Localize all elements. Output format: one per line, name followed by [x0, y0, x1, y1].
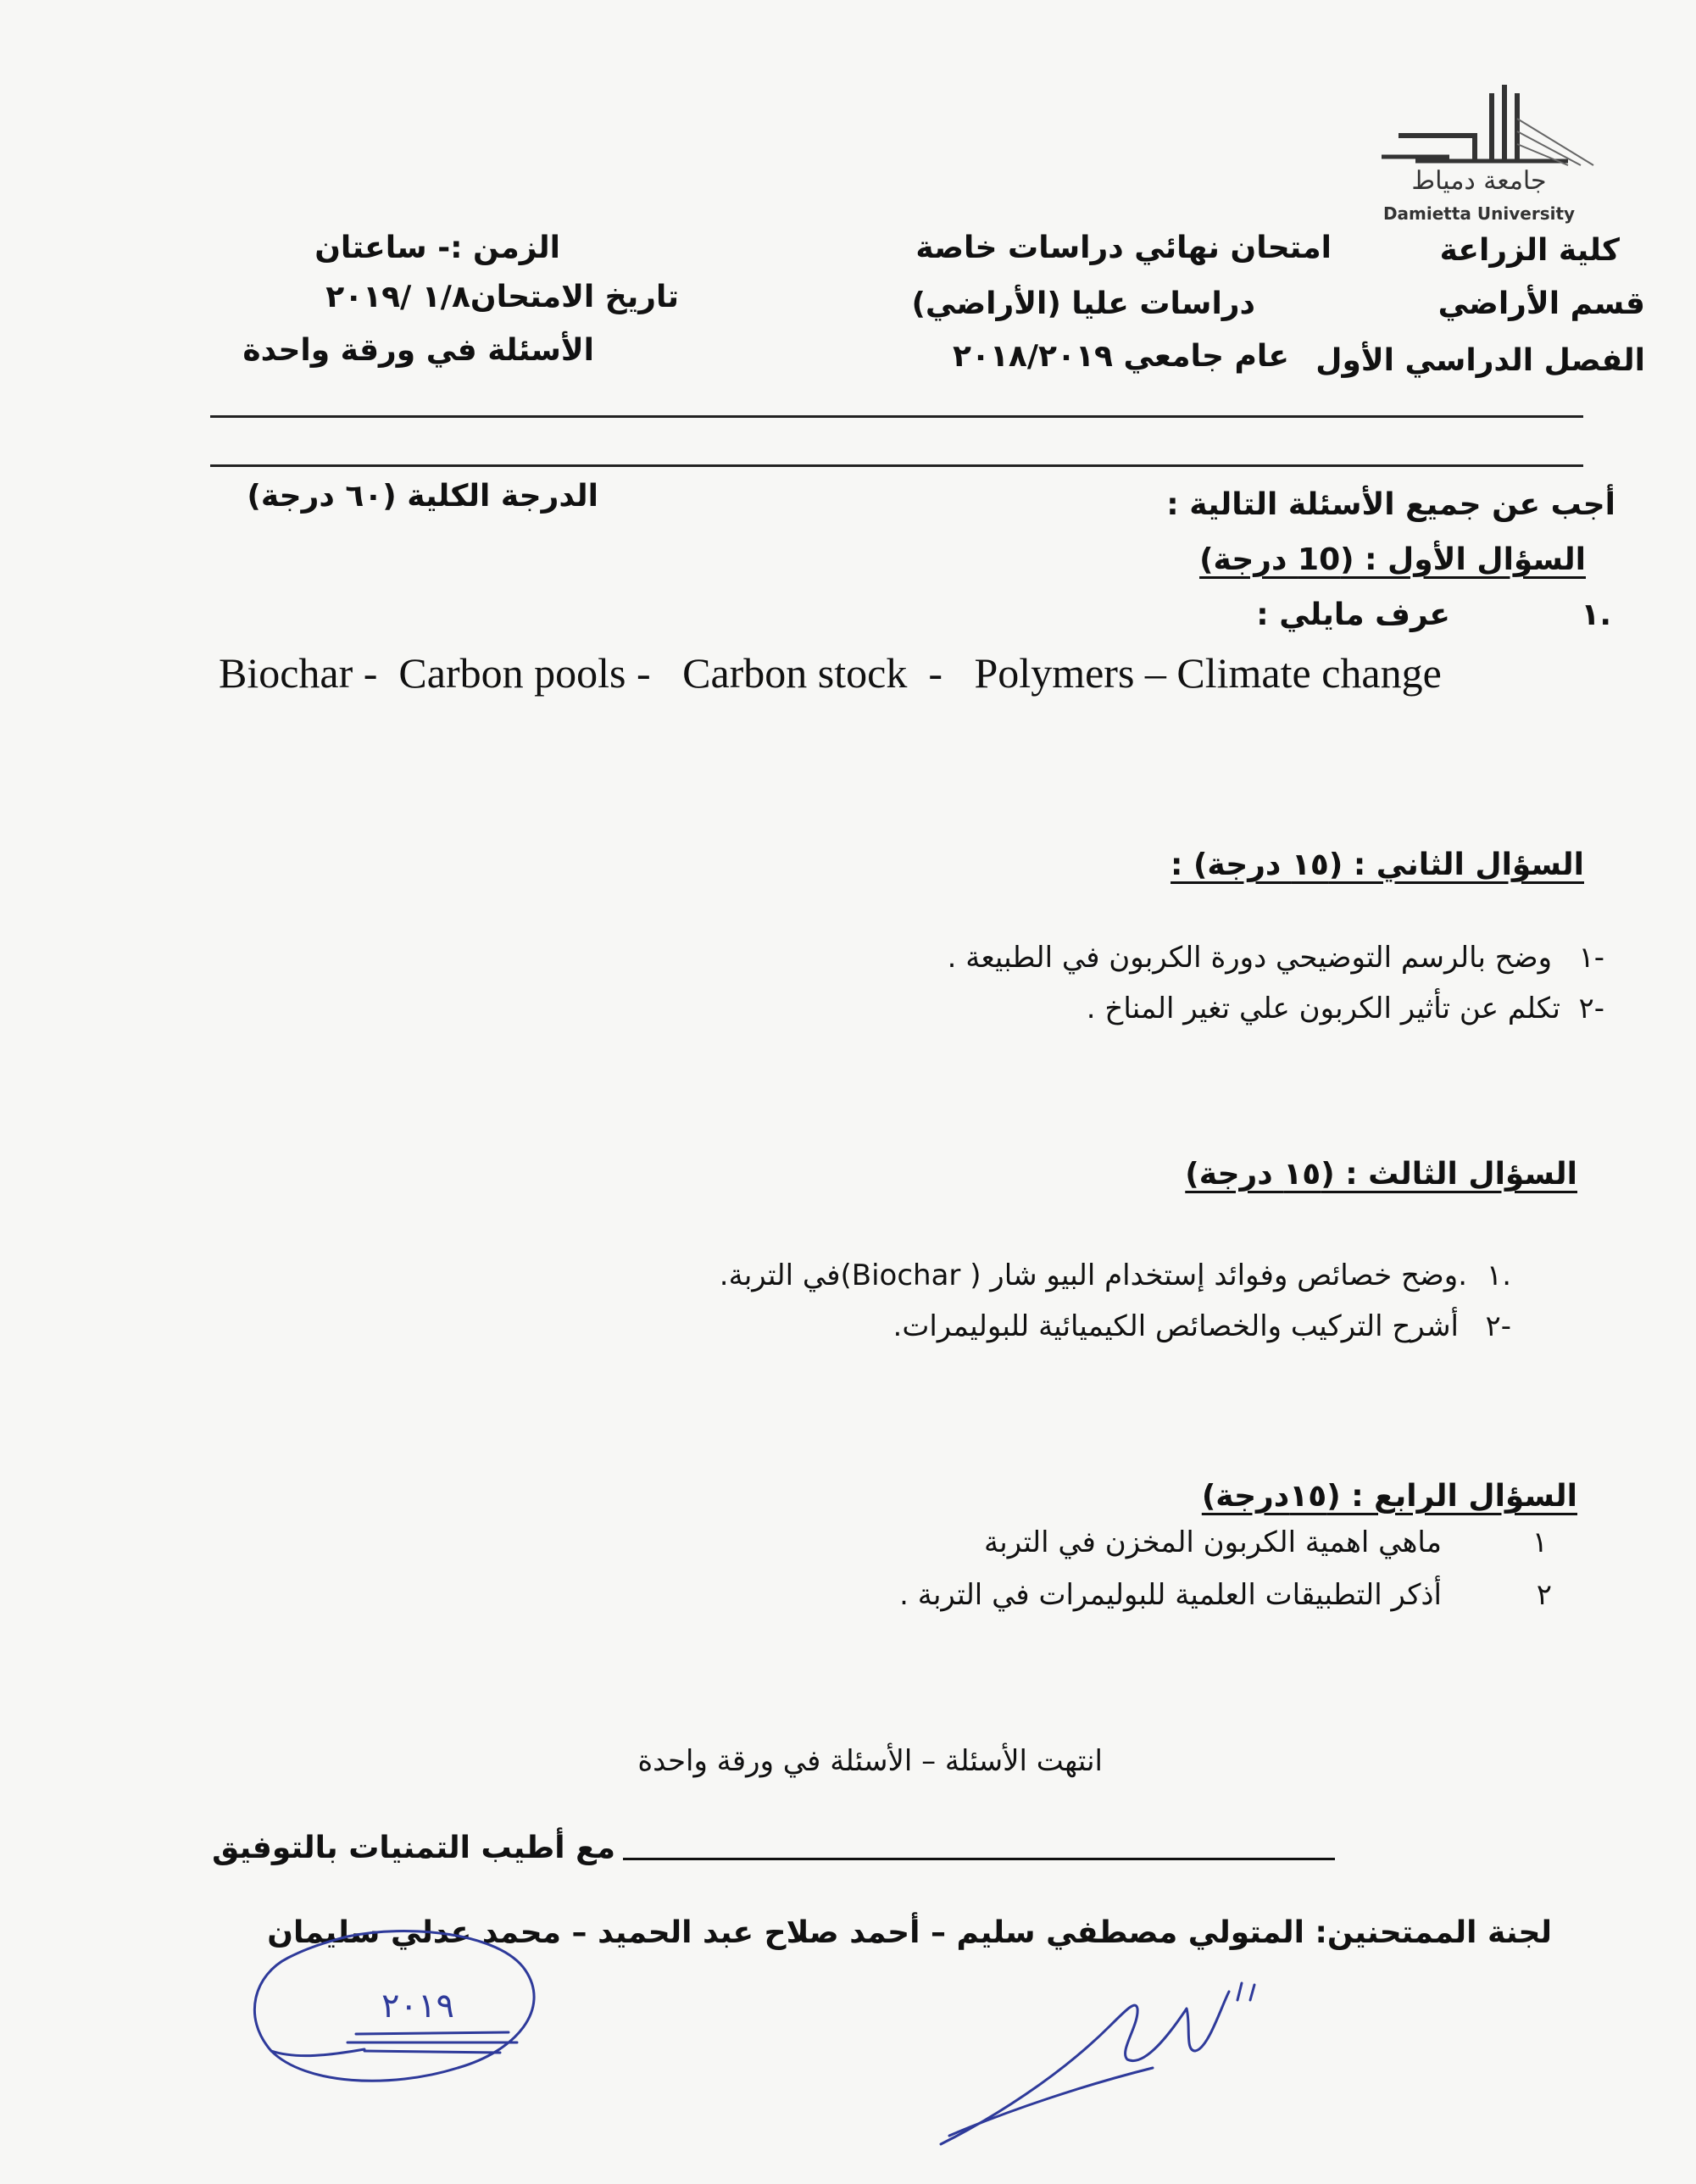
logo-arabic-name: جامعة دمياط [1411, 166, 1547, 196]
question-2-item-2-text: تكلم عن تأثير الكربون علي تغير المناخ . [1086, 992, 1560, 1025]
best-wishes: مع أطيب التمنيات بالتوفيق [212, 1831, 615, 1865]
question-4-item-1-text: ماهي اهمية الكربون المخزن في التربة [984, 1525, 1442, 1559]
question-1-item-number: ١. [1581, 597, 1611, 632]
question-4-item-2-number: ٢ [1536, 1578, 1552, 1612]
one-sheet-note: الأسئلة في ورقة واحدة [242, 333, 594, 368]
question-3-item-1-number: ١. [1486, 1259, 1511, 1292]
university-emblem-icon [1365, 85, 1610, 169]
academic-year: عام جامعي ٢٠١٨/٢٠١٩ [953, 339, 1289, 374]
question-3-item-1-text: .وضح خصائص وفوائد إستخدام البيو شار ( Biochar)في التربة. [719, 1259, 1467, 1292]
question-3-title: السؤال الثالث : (١٥ درجة) [1185, 1157, 1577, 1192]
question-4-title: السؤال الرابع : (١٥درجة) [1201, 1479, 1577, 1514]
question-2-item-2-number: ٢- [1578, 992, 1604, 1025]
exam-title: امتحان نهائي دراسات خاصة [915, 231, 1332, 265]
header-divider-bottom [210, 464, 1583, 467]
total-grade: الدرجة الكلية (٦٠ درجة) [247, 479, 598, 514]
question-4-item-1-number: ١ [1532, 1525, 1548, 1559]
question-4-item-2-text: أذكر التطبيقات العلمية للبوليمرات في التربة . [899, 1578, 1442, 1612]
faculty-name: كلية الزراعة [1439, 233, 1620, 268]
question-1-title: السؤال الأول : (10 درجة) [1199, 542, 1586, 577]
question-2-title: السؤال الثاني : (١٥ درجة) : [1171, 847, 1584, 882]
logo-english-name: Damietta University [1382, 203, 1576, 224]
question-2-item-1-number: ١- [1578, 941, 1604, 975]
header-divider-top [210, 415, 1583, 418]
stamp-signature [237, 1907, 559, 2093]
department-name: قسم الأراضي [1437, 286, 1645, 321]
stamp-text: ٢٠١٩ [381, 1987, 454, 2026]
answer-all-instruction: أجب عن جميع الأسئلة التالية : [1166, 487, 1615, 522]
question-3-item-2-text: أشرح التركيب والخصائص الكيميائية للبوليمرات. [892, 1309, 1459, 1343]
exam-duration: الزمن :- ساعتان [314, 231, 560, 265]
question-3-item-2-number: ٢- [1485, 1309, 1511, 1343]
handwritten-signature [915, 1975, 1280, 2161]
question-1-terms: Biochar - Carbon pools - Carbon stock - Polymers – Climate change [219, 649, 1442, 697]
question-1-item-text: عرف مايلي : [1256, 597, 1450, 632]
end-of-questions-note: انتهت الأسئلة – الأسئلة في ورقة واحدة [637, 1744, 1103, 1778]
program-name: دراسات عليا (الأراضي) [911, 286, 1255, 321]
wishes-underline [623, 1858, 1335, 1860]
examiners-committee: لجنة الممتحنين: المتولي مصطفي سليم – أحمد صلاح عبد الحميد – محمد عدلي سليمان [267, 1915, 1552, 1950]
question-2-item-1-text: وضح بالرسم التوضيحي دورة الكربون في الطبيعة . [947, 941, 1552, 975]
semester: الفصل الدراسي الأول [1315, 343, 1645, 378]
exam-date: تاريخ الامتحان١/٨ /٢٠١٩ [325, 280, 679, 314]
